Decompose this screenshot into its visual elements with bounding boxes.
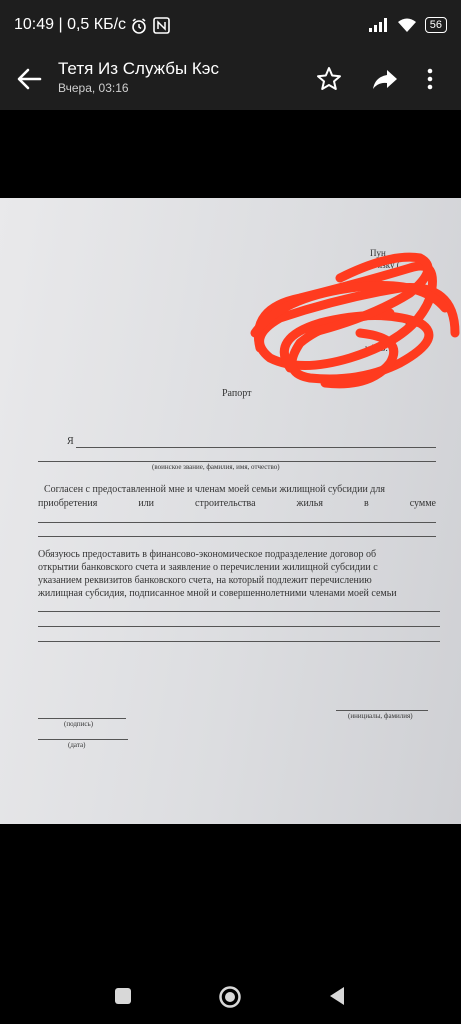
caption-date: (дата) (68, 741, 86, 749)
word: жилья (296, 498, 323, 509)
document-heading: Рапорт (222, 388, 252, 399)
initials-line (336, 710, 428, 711)
family-line-2 (38, 626, 440, 627)
header-fragment: язку ( (378, 260, 400, 270)
ya-label: Я (67, 436, 74, 447)
word: в (363, 498, 369, 509)
caption-initials: (инициалы, фамилия) (348, 712, 413, 720)
status-right (369, 17, 447, 33)
wifi-icon (397, 18, 417, 33)
back-nav-icon[interactable] (328, 986, 346, 1006)
document-photo[interactable] (0, 198, 461, 824)
paragraph2-line: открытии банковского счета и заявление о перечислении жилищной субсидии с (38, 562, 378, 573)
status-bar (0, 0, 461, 56)
app-bar (0, 50, 461, 110)
family-line-3 (38, 641, 440, 642)
paragraph1-line1: Согласен с предоставленной мне и членам моей семьи жилищной субсидии для (44, 484, 385, 495)
back-arrow-icon[interactable] (14, 64, 44, 94)
paragraph2-line: Обязуюсь предоставить в финансово-экономическое подразделение договор об (38, 549, 377, 560)
signature-line (38, 718, 126, 719)
home-icon[interactable] (218, 985, 242, 1009)
name-line-2 (38, 461, 436, 462)
navigation-bar (0, 960, 461, 1024)
sum-line (38, 522, 436, 523)
red-scribble-redaction (240, 238, 461, 398)
message-timestamp: Вчера, 03:16 (58, 81, 129, 95)
word: или (138, 498, 155, 509)
share-forward-icon[interactable] (370, 64, 400, 94)
header-fragment: Пун (370, 248, 386, 258)
family-line (38, 611, 440, 612)
recent-apps-icon[interactable] (114, 987, 132, 1005)
battery-icon: 56 (425, 17, 447, 33)
star-icon[interactable] (314, 64, 344, 94)
caption-name: (воинское звание, фамилия, имя, отчество) (152, 463, 280, 471)
word: сумме (409, 498, 436, 509)
header-fragment: ия (405, 318, 414, 328)
caption-signature: (подпись) (64, 720, 94, 728)
status-time: 10:49 | 0,5 КБ/с (14, 16, 127, 33)
signal-icon (369, 18, 389, 32)
name-line (76, 447, 436, 448)
alarm-icon (130, 17, 148, 35)
paragraph1-line2 (38, 498, 436, 509)
header-fragment: у Е.В. (365, 343, 388, 353)
paragraph2 (38, 548, 448, 600)
word: приобретения (38, 498, 98, 509)
chat-title: Тетя Из Службы Кэс (58, 59, 219, 78)
nfc-icon (153, 17, 170, 34)
paragraph2-line: жилищная субсидия, подписанное мной и совершеннолетними членами моей семьи (38, 588, 397, 599)
paragraph2-line: указанием реквизитов банковского счета, на который подлежит перечислению (38, 575, 372, 586)
word: строительства (195, 498, 256, 509)
more-options-icon[interactable] (420, 64, 440, 94)
sum-line-2 (38, 536, 436, 537)
date-line (38, 739, 128, 740)
